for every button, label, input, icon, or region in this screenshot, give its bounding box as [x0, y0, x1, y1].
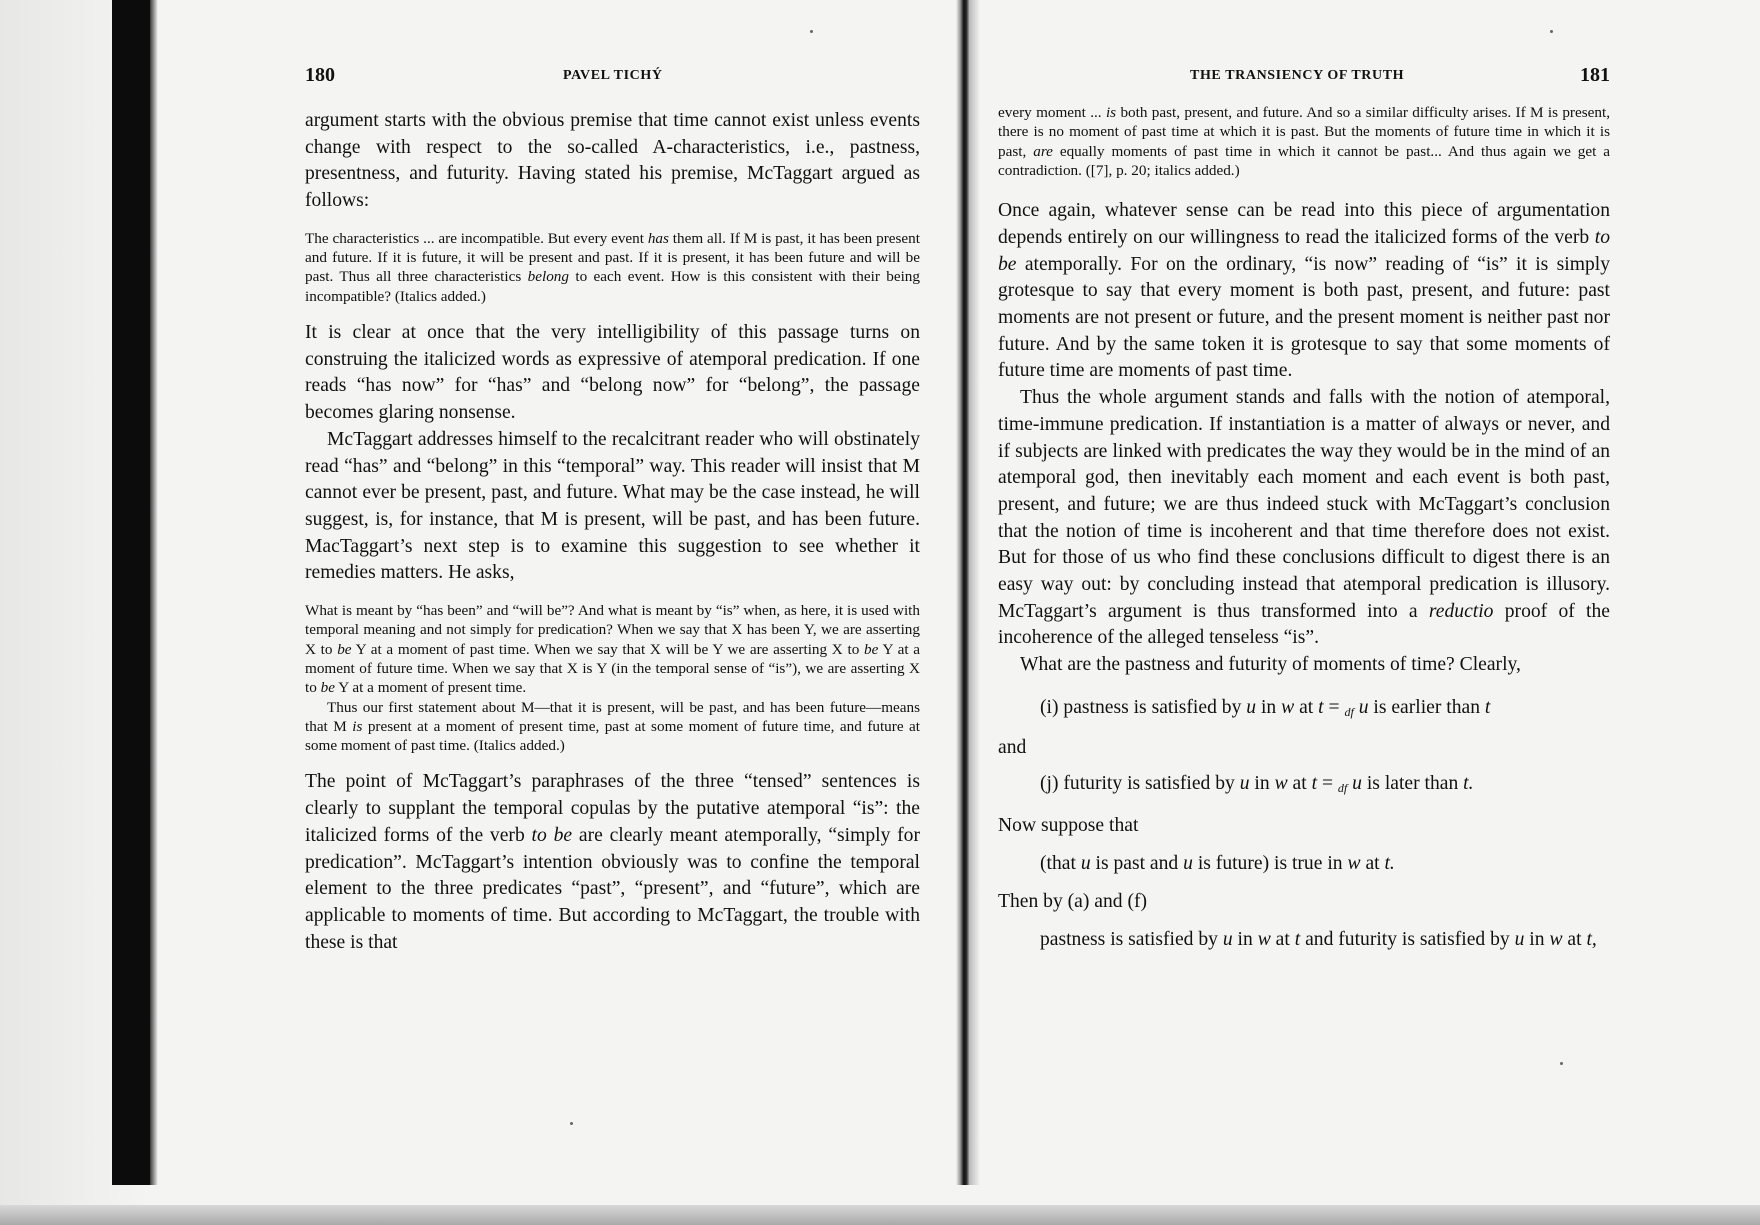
block-quote: every moment ... is both past, present, and future. And so a similar difficulty arises. If M is present, there is no moment of past time at which it is past. But the moments of future time in which it is past, are equally moments of past time in which it cannot be past... And thus again we get a contradiction. ([7], p. 20; italics added.)	[998, 104, 1610, 179]
connective: Then by (a) and (f)	[998, 890, 1148, 912]
running-head: PAVEL TICHÝ	[563, 68, 663, 83]
consequence: pastness is satisfied by u in w at t and futurity is satisfied by u in w at t,	[1040, 928, 1597, 950]
paragraph: It is clear at once that the very intelligibility of this passage turns on construing the italicized words as expressive of atemporal predication. If one reads “has now” for “has” and “belong now” for “belong”, the passage becomes glaring nonsense.	[305, 322, 920, 424]
connective: and	[998, 736, 1027, 758]
page-number: 181	[1580, 64, 1610, 86]
left-binding-shadow	[112, 0, 150, 1185]
paragraph: What are the pastness and futurity of moments of time? Clearly,	[1020, 654, 1521, 676]
paragraph: The point of McTaggart’s paraphrases of the three “tensed” sentences is clearly to supplant the temporal copulas by the putative atemporal “is”: the italicized forms of the verb to be are clearly meant atemporally, “simply for predication”. McTaggart’s intention obviously was to confine the temporal element to the three predicates “past”, “present”, and “future”, which are applicable to moments of time. But according to McTaggart, the trouble with these is that	[305, 771, 920, 953]
block-quote: The characteristics ... are incompatible. But every event has them all. If M is past, it has been present and future. If it is future, it will be present and past. If it is present, it has been future and will be past. Thus all three characteristics belong to each event. How is this consistent with their being incompatible? (Italics added.)	[305, 229, 920, 305]
block-quote: What is meant by “has been” and “will be”? And what is meant by “is” when, as here, it is used with temporal meaning and not simply for predication? When we say that X has been Y, we are asserting X to be Y at a moment of past time. When we say that X will be Y we are asserting X to be Y at a moment of future time. When we say that X is Y (in the temporal sense of “is”), we are asserting X to be Y at a moment of present time.	[305, 602, 920, 697]
gutter-fade	[970, 0, 980, 1185]
page-number: 180	[305, 64, 335, 86]
right-page-body	[998, 103, 1610, 953]
scanner-bed-edge	[0, 1205, 1760, 1225]
right-page-header	[998, 64, 1610, 90]
scan-speck	[570, 1122, 573, 1125]
connective: Now suppose that	[998, 814, 1139, 836]
scan-speck	[1560, 1062, 1563, 1065]
scan-speck	[810, 30, 813, 33]
paragraph: McTaggart addresses himself to the recalcitrant reader who will obstinately read “has” and “belong” in this “temporal” way. This reader will insist that M cannot ever be present, past, and future. What may be the case instead, he will suggest, is, for instance, that M is present, will be past, and has been future. MacTaggart’s next step is to examine this suggestion to see whether it remedies matters. He asks,	[305, 428, 920, 584]
left-page-body	[305, 108, 920, 956]
paragraph: Thus the whole argument stands and falls with the notion of atemporal, time-immune predication. If instantiation is a matter of always or never, and if subjects are linked with predicates the way they would be in the mind of an atemporal god, then inevitably each moment and each event is both past, present, and future; we are thus indeed stuck with McTaggart’s conclusion that the notion of time is incoherent and that time therefore does not exist. But for those of us who find these conclusions difficult to digest there is an easy way out: by concluding instead that atemporal predication is illusory. McTaggart’s argument is thus transformed into a reductio proof of the incoherence of the alleged tenseless “is”.	[998, 387, 1610, 649]
definition-j: (j) futurity is satisfied by u in w at t = $_{df}$ u is later than t.	[1040, 772, 1474, 795]
paragraph: argument starts with the obvious premise that time cannot exist unless events change with respect to the so-called A-characteristics, i.e., pastness, presentness, and futurity. Having stated his premise, McTaggart argued as follows:	[305, 110, 920, 212]
running-head: THE TRANSIENCY OF TRUTH	[1190, 68, 1405, 83]
supposition: (that u is past and u is future) is true in w at t.	[1040, 852, 1395, 874]
center-gutter	[956, 0, 970, 1185]
scan-speck	[1550, 30, 1553, 33]
paragraph: Once again, whatever sense can be read into this piece of argumentation depends entirely on our willingness to read the italicized forms of the verb to be atemporally. For on the ordinary, “is now” reading of “is” it is simply grotesque to say that every moment is both past, present, and future: past moments are not present or future, and the present moment is neither past nor future. And by the same token it is grotesque to say that some moments of future time are moments of past time.	[998, 200, 1610, 382]
left-page-header	[305, 64, 920, 90]
block-quote: Thus our first statement about M—that it is present, will be past, and has been future—means that M is present at a moment of present time, past at some moment of future time, and future at some moment of past time. (Italics added.)	[305, 698, 921, 755]
left-binding-fade	[150, 0, 158, 1185]
definition-i: (i) pastness is satisfied by u in w at t = $_{df}$ u is earlier than t	[1040, 696, 1491, 719]
